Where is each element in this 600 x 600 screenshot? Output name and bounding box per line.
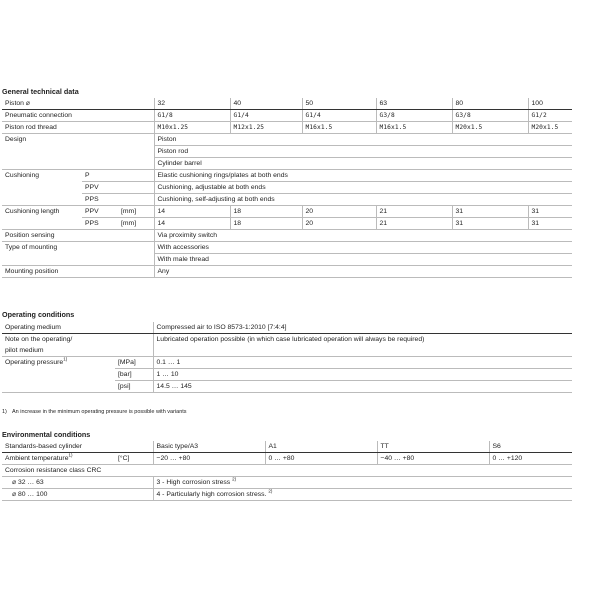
- diameter-cell: 32: [154, 98, 230, 110]
- note-row: [2, 334, 572, 357]
- ambient-temperature-cell: 0 … +120: [489, 453, 572, 465]
- design-value: Piston rod: [154, 146, 572, 158]
- ambient-temperature-cell: −20 … +80: [153, 453, 265, 465]
- operating-medium-row: [2, 322, 572, 334]
- cushioning-length-cell: 18: [230, 218, 302, 230]
- piston-diameter-row: [2, 98, 572, 110]
- diameter-cell: 100: [528, 98, 572, 110]
- position-sensing-label: Position sensing: [2, 230, 154, 242]
- ambient-temperature-cell: −40 … +80: [377, 453, 489, 465]
- pressure-value: 0.1 … 1: [153, 357, 572, 369]
- pressure-value: 14.5 … 145: [153, 381, 572, 393]
- variant-column-header: S6: [489, 441, 572, 453]
- footnote-number: 1): [2, 409, 7, 415]
- piston-rod-thread-row: [2, 122, 572, 134]
- diameter-cell: 63: [376, 98, 452, 110]
- position-sensing-row: [2, 230, 572, 242]
- pneumatic-cell: G3/8: [376, 110, 452, 122]
- ambient-temperature-cell: 0 … +80: [265, 453, 377, 465]
- crc-value: 4 - Particularly high corrosion stress. $^{2)}$: [153, 489, 572, 501]
- cushioning-length-code: PPV: [82, 206, 118, 218]
- cushioning-value: Elastic cushioning rings/plates at both ends: [154, 170, 572, 182]
- crc-row: [2, 477, 572, 489]
- cushioning-length-label: Cushioning length: [5, 208, 60, 215]
- operating-pressure-row: [2, 357, 572, 369]
- operating-medium-label: Operating medium: [2, 322, 153, 334]
- design-row: [2, 134, 572, 146]
- variant-column-header: TT: [377, 441, 489, 453]
- cushioning-value: Cushioning, adjustable at both ends: [154, 182, 572, 194]
- cushioning-length-unit: [mm]: [118, 206, 154, 218]
- crc-title-row: [2, 465, 572, 477]
- environmental-conditions-table: [2, 441, 572, 501]
- diameter-cell: 50: [302, 98, 376, 110]
- pneumatic-cell: G1/8: [154, 110, 230, 122]
- design-row: [2, 158, 572, 170]
- cushioning-row: [2, 182, 572, 194]
- footnote-text: An increase in the minimum operating pressure is possible with variants: [12, 409, 187, 415]
- pneumatic-connection-row: [2, 110, 572, 122]
- variant-column-header: Basic type/A3: [153, 441, 265, 453]
- variant-column-header: A1: [265, 441, 377, 453]
- pneumatic-connection-label: Pneumatic connection: [2, 110, 154, 122]
- cushioning-length-cell: 18: [230, 206, 302, 218]
- general-technical-data-table: [2, 98, 572, 278]
- cushioning-row: [2, 194, 572, 206]
- position-sensing-value: Via proximity switch: [154, 230, 572, 242]
- rod-thread-cell: M20x1.5: [452, 122, 528, 134]
- ambient-temperature-label: Ambient temperature$^{1)}$: [2, 453, 115, 465]
- pneumatic-cell: G3/8: [452, 110, 528, 122]
- pneumatic-cell: G1/4: [230, 110, 302, 122]
- cushioning-length-cell: 20: [302, 218, 376, 230]
- note-value: Lubricated operation possible (in which case lubricated operation will always be required): [153, 334, 572, 357]
- cushioning-length-cell: 14: [154, 206, 230, 218]
- pneumatic-cell: G1/2: [528, 110, 572, 122]
- mounting-type-row: [2, 254, 572, 266]
- operating-pressure-label: Operating pressure$^{1)}$: [5, 356, 68, 366]
- operating-conditions-title: Operating conditions: [2, 310, 75, 319]
- rod-thread-cell: M16x1.5: [302, 122, 376, 134]
- pressure-unit: [MPa]: [115, 357, 153, 369]
- mounting-type-label: Type of mounting: [5, 244, 58, 251]
- cushioning-length-cell: 21: [376, 218, 452, 230]
- rod-thread-cell: M20x1.5: [528, 122, 572, 134]
- cushioning-code: P: [82, 170, 154, 182]
- cushioning-row: [2, 170, 572, 182]
- cushioning-length-row: [2, 218, 572, 230]
- operating-pressure-row: [2, 369, 572, 381]
- design-value: Cylinder barrel: [154, 158, 572, 170]
- cushioning-value: Cushioning, self-adjusting at both ends: [154, 194, 572, 206]
- cushioning-length-cell: 21: [376, 206, 452, 218]
- mounting-position-label: Mounting position: [2, 266, 154, 278]
- piston-rod-thread-label: Piston rod thread: [2, 122, 154, 134]
- operating-conditions-table: [2, 322, 572, 393]
- design-value: Piston: [154, 134, 572, 146]
- pressure-value: 1 … 10: [153, 369, 572, 381]
- design-label: Design: [5, 136, 27, 143]
- cushioning-length-cell: 14: [154, 218, 230, 230]
- pneumatic-cell: G1/4: [302, 110, 376, 122]
- crc-value: 3 - High corrosion stress $^{2)}$: [153, 477, 572, 489]
- cushioning-length-cell: 31: [528, 218, 572, 230]
- crc-label: Corrosion resistance class CRC: [2, 465, 572, 477]
- rod-thread-cell: M16x1.5: [376, 122, 452, 134]
- standards-label: Standards-based cylinder: [2, 441, 153, 453]
- mounting-type-value: With male thread: [154, 254, 572, 266]
- general-technical-data-title: General technical data: [2, 87, 79, 96]
- footnote-1: [2, 409, 187, 415]
- pressure-unit: [psi]: [115, 381, 153, 393]
- cushioning-code: PPV: [82, 182, 154, 194]
- cushioning-label: Cushioning: [5, 172, 40, 179]
- cushioning-length-cell: 31: [452, 218, 528, 230]
- ambient-temperature-unit: [°C]: [115, 453, 153, 465]
- cushioning-length-unit: [mm]: [118, 218, 154, 230]
- crc-range: ⌀ 80 … 100: [2, 489, 153, 501]
- rod-thread-cell: M10x1.25: [154, 122, 230, 134]
- crc-range: ⌀ 32 … 63: [2, 477, 153, 489]
- cushioning-length-code: PPS: [82, 218, 118, 230]
- standards-row: [2, 441, 572, 453]
- cushioning-length-cell: 31: [452, 206, 528, 218]
- rod-thread-cell: M12x1.25: [230, 122, 302, 134]
- ambient-temperature-row: [2, 453, 572, 465]
- diameter-cell: 40: [230, 98, 302, 110]
- mounting-type-value: With accessories: [154, 242, 572, 254]
- cushioning-length-row: [2, 206, 572, 218]
- environmental-conditions-title: Environmental conditions: [2, 430, 91, 439]
- note-label: Note on the operating/ pilot medium: [2, 334, 153, 357]
- cushioning-code: PPS: [82, 194, 154, 206]
- operating-pressure-row: [2, 381, 572, 393]
- operating-medium-value: Compressed air to ISO 8573-1:2010 [7:4:4]: [153, 322, 572, 334]
- crc-row: [2, 489, 572, 501]
- diameter-cell: 80: [452, 98, 528, 110]
- cushioning-length-cell: 31: [528, 206, 572, 218]
- mounting-position-value: Any: [154, 266, 572, 278]
- design-row: [2, 146, 572, 158]
- mounting-position-row: [2, 266, 572, 278]
- cushioning-length-cell: 20: [302, 206, 376, 218]
- piston-diameter-label: Piston ⌀: [2, 98, 154, 110]
- mounting-type-row: [2, 242, 572, 254]
- pressure-unit: [bar]: [115, 369, 153, 381]
